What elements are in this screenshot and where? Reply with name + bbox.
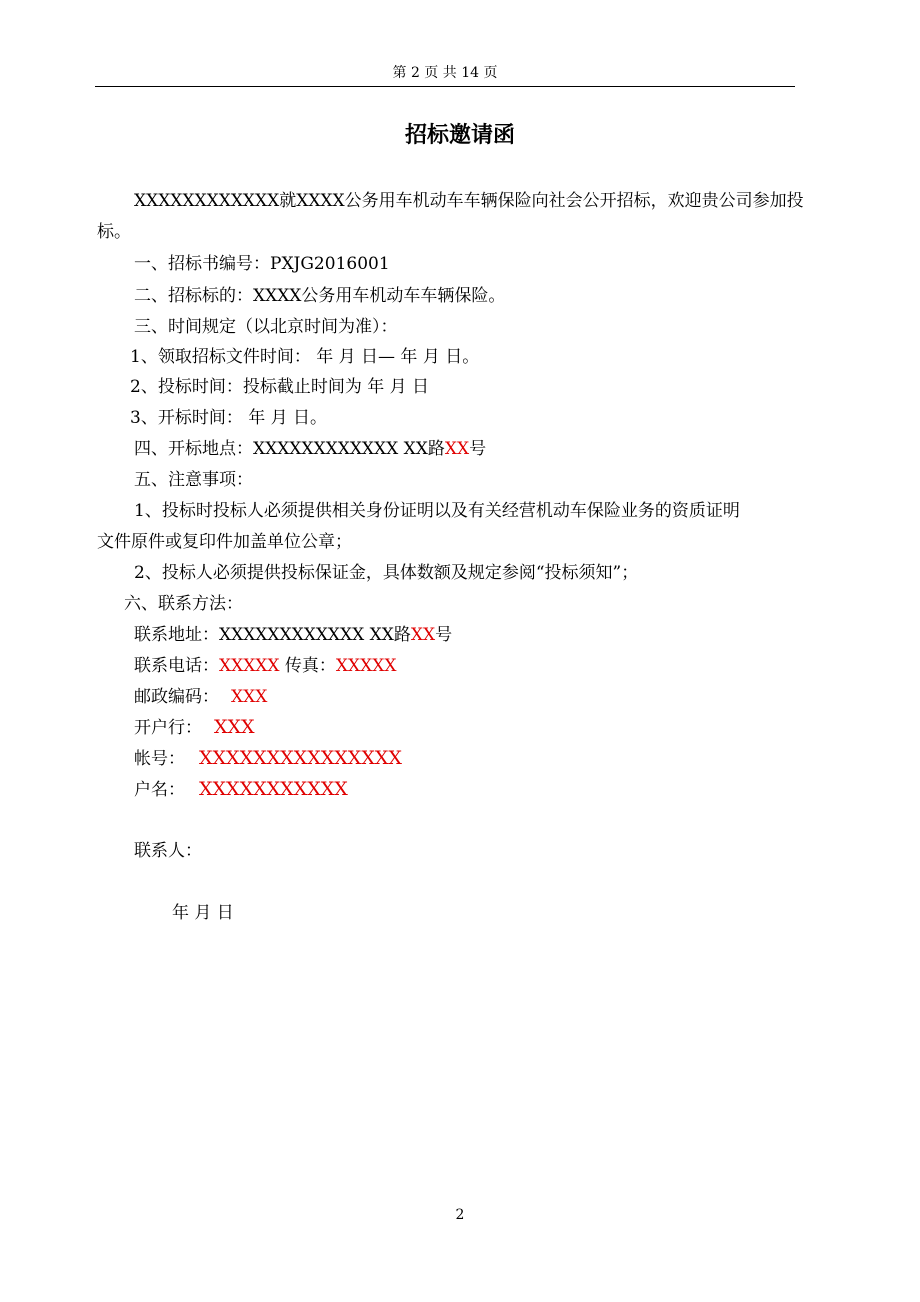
item-bid-subject: 二、招标标的：XXXX公务用车机动车车辆保险。	[134, 286, 506, 306]
postcode-value: XXX	[231, 687, 268, 707]
account-label: 帐号：	[134, 749, 185, 769]
contact-account-name	[134, 778, 348, 801]
intro-line-1: XXXXXXXXXXXX就XXXX公务用车机动车车辆保险向社会公开招标，欢迎贵公司参加投	[134, 191, 804, 211]
phone-label: 联系电话：	[134, 656, 219, 676]
time-bid-deadline: 2、投标时间：投标截止时间为 年 月 日	[130, 377, 430, 397]
document-title: 招标邀请函	[404, 123, 515, 148]
time-bid-opening: 3、开标时间： 年 月 日。	[130, 408, 328, 428]
item-notes-heading: 五、注意事项：	[134, 470, 253, 490]
contact-person: 联系人：	[134, 841, 202, 861]
address-label: 联系地址：XXXXXXXXXXXX XX路	[134, 625, 411, 645]
page-header	[95, 64, 795, 87]
postcode-label: 邮政编码：	[134, 687, 219, 707]
address-suffix: 号	[435, 625, 453, 645]
item-contact-heading: 六、联系方法：	[124, 594, 243, 614]
account-value: XXXXXXXXXXXXXXX	[199, 747, 402, 769]
account-name-value: XXXXXXXXXXX	[199, 778, 348, 800]
item-bid-number: 一、招标书编号：PXJG2016001	[134, 254, 390, 274]
contact-address	[134, 624, 452, 646]
note-2: 2、投标人必须提供投标保证金，具体数额及规定参阅“投标须知”；	[134, 563, 639, 583]
location-red-number: XX	[444, 439, 470, 459]
account-name-label: 户名：	[134, 780, 185, 800]
signature-date: 年 月 日	[172, 903, 234, 923]
page-number: 2	[455, 1207, 465, 1223]
bank-label: 开户行：	[134, 718, 202, 738]
intro-line-2: 标。	[97, 222, 131, 242]
item-opening-location	[134, 438, 486, 460]
note-1-line-1: 1、投标时投标人必须提供相关身份证明以及有关经营机动车保险业务的资质证明	[134, 501, 740, 521]
fax-value: XXXXX	[335, 656, 397, 676]
page-info: 第 2 页 共 14 页	[392, 65, 498, 81]
bank-value: XXX	[214, 716, 255, 738]
address-red-number: XX	[410, 625, 436, 645]
location-label: 四、开标地点：XXXXXXXXXXXX XX路	[134, 439, 445, 459]
contact-account	[134, 747, 402, 770]
contact-bank	[134, 716, 255, 739]
contact-postcode	[134, 686, 267, 708]
time-collect-docs: 1、领取招标文件时间： 年 月 日— 年 月 日。	[130, 347, 480, 367]
phone-value: XXXXX	[219, 656, 280, 676]
location-suffix: 号	[469, 439, 487, 459]
contact-phone-fax	[134, 655, 396, 677]
fax-label: 传真：	[279, 656, 336, 676]
item-time-rules: 三、时间规定（以北京时间为准）：	[134, 317, 398, 337]
note-1-line-2: 文件原件或复印件加盖单位公章；	[97, 532, 352, 552]
